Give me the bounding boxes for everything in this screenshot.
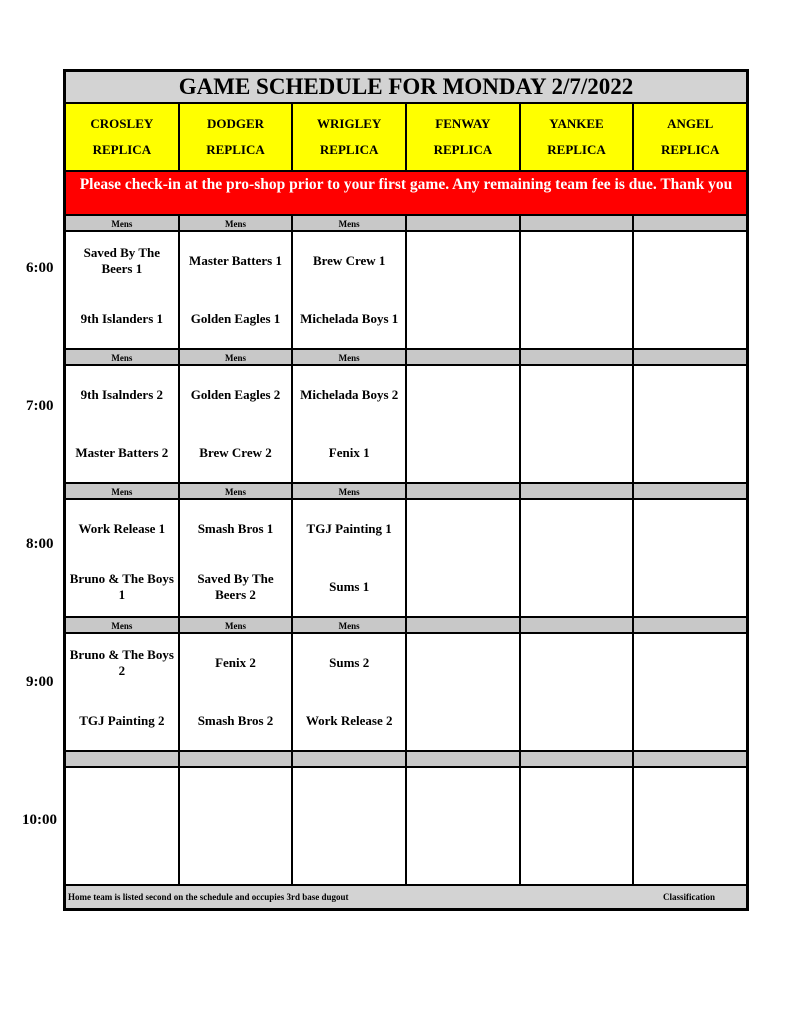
away-team	[521, 366, 633, 424]
classification-cell: Mens	[180, 618, 294, 632]
classification-cell: Mens	[66, 484, 180, 498]
field-name: DODGER	[206, 116, 265, 131]
game-cell	[407, 768, 521, 884]
game-cell	[407, 634, 521, 750]
home-team: Fenix 1	[328, 445, 370, 460]
field-sub: REPLICA	[92, 142, 152, 157]
away-team	[521, 232, 633, 290]
field-header-dodger	[180, 104, 294, 170]
game-cell	[293, 634, 407, 750]
game-cell	[293, 232, 407, 348]
away-team: Golden Eagles 2	[190, 387, 281, 402]
home-team	[634, 558, 746, 616]
home-team: Work Release 2	[305, 713, 393, 728]
classification-cell: Mens	[293, 618, 407, 632]
field-header-fenway	[407, 104, 521, 170]
home-team: Golden Eagles 1	[190, 311, 281, 326]
classification-cell	[634, 752, 746, 766]
game-cell	[521, 366, 635, 482]
away-team: 9th Isalnders 2	[80, 387, 164, 402]
home-team	[521, 826, 633, 884]
game-cell	[66, 232, 180, 348]
classification-cell	[407, 216, 521, 230]
game-cell	[407, 500, 521, 616]
away-team: Michelada Boys 2	[300, 387, 399, 402]
home-team: Smash Bros 2	[197, 713, 274, 728]
checkin-notice: Please check-in at the pro-shop prior to your first game. Any remaining team fee is due. Thank you	[66, 172, 746, 216]
away-team	[634, 634, 746, 692]
time-slot-row	[66, 500, 746, 618]
time-slot-row	[66, 768, 746, 886]
away-team	[293, 768, 405, 826]
classification-row	[66, 484, 746, 500]
game-cell	[180, 232, 294, 348]
home-team	[407, 558, 519, 616]
classification-row	[66, 216, 746, 232]
game-cell	[66, 768, 180, 884]
home-team	[293, 826, 405, 884]
classification-cell	[407, 618, 521, 632]
game-cell	[66, 500, 180, 616]
away-team	[407, 232, 519, 290]
field-header-crosley	[66, 104, 180, 170]
time-label: 6:00	[26, 260, 54, 276]
game-cell	[634, 500, 746, 616]
classification-cell	[634, 350, 746, 364]
away-team	[180, 768, 292, 826]
away-team: Brew Crew 1	[312, 253, 386, 268]
classification-cell	[634, 216, 746, 230]
game-cell	[634, 634, 746, 750]
classification-cell	[521, 618, 635, 632]
away-team	[407, 768, 519, 826]
classification-row	[66, 350, 746, 366]
home-team: 9th Islanders 1	[80, 311, 164, 326]
time-slot-row	[66, 366, 746, 484]
game-cell	[180, 634, 294, 750]
game-cell	[634, 366, 746, 482]
away-team	[521, 634, 633, 692]
away-team	[634, 366, 746, 424]
classification-row	[66, 752, 746, 768]
away-team	[634, 232, 746, 290]
game-cell	[293, 500, 407, 616]
home-team	[180, 826, 292, 884]
game-cell	[66, 634, 180, 750]
game-cell	[634, 232, 746, 348]
away-team: Saved By The Beers 1	[83, 245, 160, 276]
game-cell	[293, 768, 407, 884]
time-slot-row	[66, 232, 746, 350]
classification-cell	[521, 350, 635, 364]
schedule-title: GAME SCHEDULE FOR MONDAY 2/7/2022	[66, 72, 746, 104]
away-team: Sums 2	[329, 655, 370, 670]
home-team: Michelada Boys 1	[300, 311, 399, 326]
time-label: 8:00	[26, 536, 54, 552]
field-header-yankee	[521, 104, 635, 170]
away-team: Master Batters 1	[189, 253, 282, 268]
classification-cell	[634, 618, 746, 632]
classification-row	[66, 618, 746, 634]
time-label: 7:00	[26, 398, 54, 414]
home-team	[634, 826, 746, 884]
home-team	[407, 424, 519, 482]
classification-cell	[180, 752, 294, 766]
away-team	[634, 500, 746, 558]
home-team	[634, 692, 746, 750]
away-team	[407, 500, 519, 558]
away-team	[521, 768, 633, 826]
time-slots	[66, 216, 746, 886]
game-cell	[407, 232, 521, 348]
schedule-sheet	[63, 69, 749, 911]
game-cell	[521, 634, 635, 750]
classification-cell	[407, 752, 521, 766]
away-team	[634, 768, 746, 826]
footer-bar	[66, 886, 746, 908]
home-team: Master Batters 2	[75, 445, 169, 460]
game-cell	[407, 366, 521, 482]
home-team: Bruno & The Boys 1	[69, 571, 174, 602]
away-team: TGJ Painting 1	[306, 521, 392, 536]
game-cell	[521, 768, 635, 884]
field-name: ANGEL	[667, 116, 714, 131]
field-header-angel	[634, 104, 746, 170]
away-team	[521, 500, 633, 558]
home-team: TGJ Painting 2	[79, 713, 165, 728]
home-team	[407, 826, 519, 884]
home-team	[521, 558, 633, 616]
home-team	[407, 290, 519, 348]
classification-cell	[521, 752, 635, 766]
game-cell	[66, 366, 180, 482]
time-slot-row	[66, 634, 746, 752]
home-team	[634, 290, 746, 348]
away-team: Work Release 1	[78, 521, 166, 536]
away-team	[407, 634, 519, 692]
away-team: Smash Bros 1	[197, 521, 274, 536]
time-label: 9:00	[26, 674, 54, 690]
field-header-row	[66, 104, 746, 172]
classification-cell: Mens	[180, 350, 294, 364]
game-cell	[180, 768, 294, 884]
classification-cell: Mens	[180, 484, 294, 498]
field-header-wrigley	[293, 104, 407, 170]
classification-cell	[521, 484, 635, 498]
home-team-note: Home team is listed second on the schedule and occupies 3rd base dugout	[68, 892, 349, 902]
field-sub: REPLICA	[206, 142, 265, 157]
classification-cell	[66, 752, 180, 766]
classification-cell: Mens	[293, 216, 407, 230]
classification-cell	[407, 350, 521, 364]
away-team: Bruno & The Boys 2	[69, 647, 174, 678]
time-label: 10:00	[22, 812, 57, 828]
home-team: Saved By The Beers 2	[197, 571, 274, 602]
home-team	[66, 826, 178, 884]
classification-cell: Mens	[66, 618, 180, 632]
classification-cell	[293, 752, 407, 766]
field-sub: REPLICA	[660, 142, 720, 157]
away-team	[407, 366, 519, 424]
game-cell	[180, 500, 294, 616]
home-team: Brew Crew 2	[199, 445, 272, 460]
classification-cell: Mens	[293, 484, 407, 498]
classification-cell: Mens	[180, 216, 294, 230]
home-team: Sums 1	[329, 579, 370, 594]
field-sub: REPLICA	[319, 142, 379, 157]
field-name: YANKEE	[549, 116, 604, 131]
field-sub: REPLICA	[433, 142, 493, 157]
away-team: Fenix 2	[215, 655, 256, 670]
field-name: FENWAY	[435, 116, 491, 131]
home-team	[521, 290, 633, 348]
game-cell	[521, 500, 635, 616]
field-sub: REPLICA	[547, 142, 606, 157]
game-cell	[634, 768, 746, 884]
field-name: CROSLEY	[90, 116, 154, 131]
home-team	[634, 424, 746, 482]
game-cell	[180, 366, 294, 482]
classification-cell: Mens	[66, 216, 180, 230]
field-name: WRIGLEY	[317, 116, 382, 131]
game-cell	[293, 366, 407, 482]
home-team	[407, 692, 519, 750]
classification-cell: Mens	[293, 350, 407, 364]
away-team	[66, 768, 178, 826]
classification-cell	[407, 484, 521, 498]
home-team	[521, 424, 633, 482]
game-cell	[521, 232, 635, 348]
home-team	[521, 692, 633, 750]
classification-cell: Mens	[66, 350, 180, 364]
classification-cell	[521, 216, 635, 230]
classification-label: Classification	[663, 892, 716, 902]
classification-cell	[634, 484, 746, 498]
